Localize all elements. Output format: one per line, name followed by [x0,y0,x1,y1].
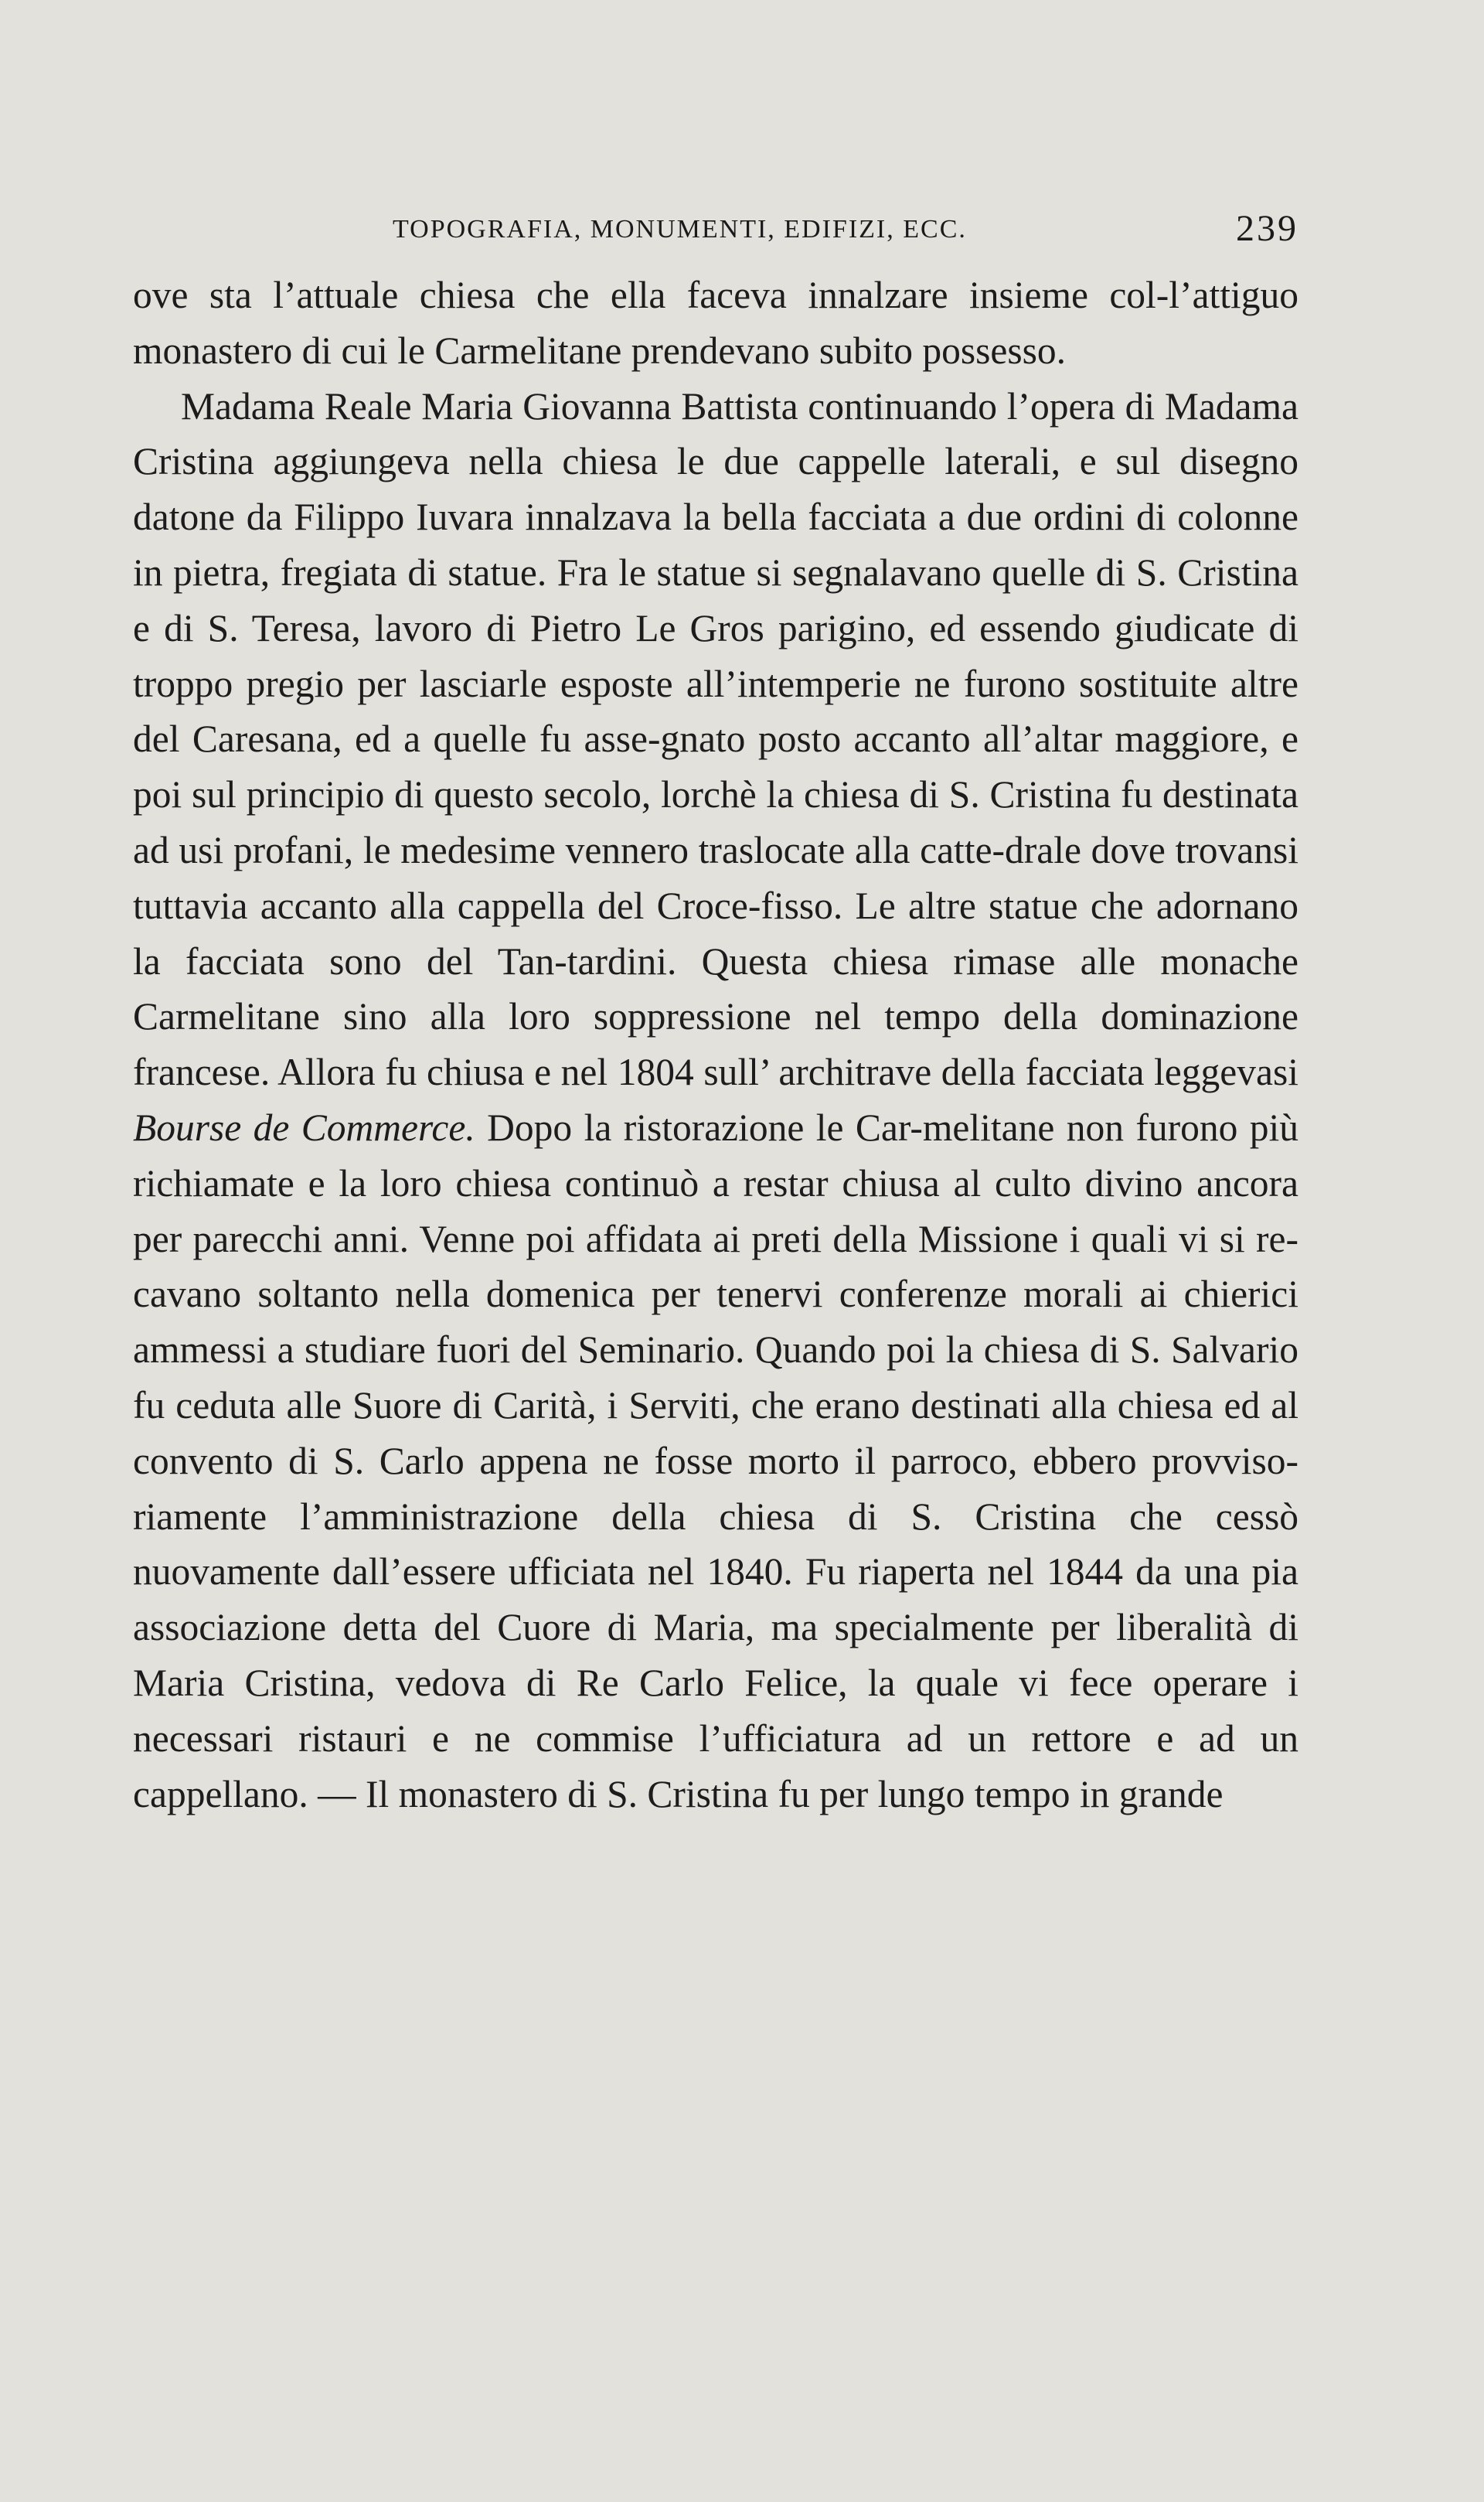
page-number: 239 [1236,208,1298,249]
paragraph-2-italic-title: Bourse de Commerce. [133,1106,475,1149]
paragraph-2-text-a: Madama Reale Maria Giovanna Battista continuando l’opera di Madama Cristina aggiungeva nella chiesa le due cappelle laterali, e sul disegno datone da Filippo Iuvara innalzava la bella facciata a due ordini di colonne in pietra, fregiata di statue. Fra le statue si segnalavano quelle di S. Cristina e di S. Teresa, lavoro di Pietro Le Gros parigino, ed essendo giudicate di troppo pregio per lasciarle esposte all’intemperie ne furono sostituite altre del Caresana, ed a quelle fu asse-gnato posto accanto all’altar maggiore, e poi sul principio di questo secolo, lorchè la chiesa di S. Cristina fu destinata ad usi profani, le medesime vennero traslocate alla catte-drale dove trovansi tuttavia accanto alla cappella del Croce-fisso. Le altre statue che adornano la facciata sono del Tan-tardini. Questa chiesa rimase alle monache Carmelitane sino alla loro soppressione nel tempo della dominazione francese. Allora fu chiusa e nel 1804 sull’ architrave della facciata leggevasi [133,384,1298,1094]
paragraph-1: ove sta l’attuale chiesa che ella faceva innalzare insieme col-l’attiguo monastero di cui le Carmelitane prendevano subito possesso. [133,274,1298,372]
body-text [133,268,1298,1822]
paragraph-2 [133,379,1298,1822]
paragraph-2-text-b: Dopo la ristorazione le Car-melitane non furono più richiamate e la loro chiesa continuò a restar chiusa al culto divino ancora per parecchi anni. Venne poi affidata ai preti della Missione i quali vi si re-cavano soltanto nella domenica per tenervi conferenze morali ai chierici ammessi a studiare fuori del Seminario. Quando poi la chiesa di S. Salvario fu ceduta alle Suore di Carità, i Serviti, che erano destinati alla chiesa ed al convento di S. Carlo appena ne fosse morto il parroco, ebbero provviso-riamente l’amministrazione della chiesa di S. Cristina che cessò nuovamente dall’essere ufficiata nel 1840. Fu riaperta nel 1844 da una pia associazione detta del Cuore di Maria, ma specialmente per liberalità di Maria Cristina, vedova di Re Carlo Felice, la quale vi fece operare i necessari ristauri e ne commise l’ufficiatura ad un rettore e ad un cappellano. — Il monastero di S. Cristina fu per lungo tempo in grande [133,1106,1298,1815]
running-head: TOPOGRAFIA, MONUMENTI, EDIFIZI, ECC. [393,215,967,244]
page-header [133,207,1298,254]
